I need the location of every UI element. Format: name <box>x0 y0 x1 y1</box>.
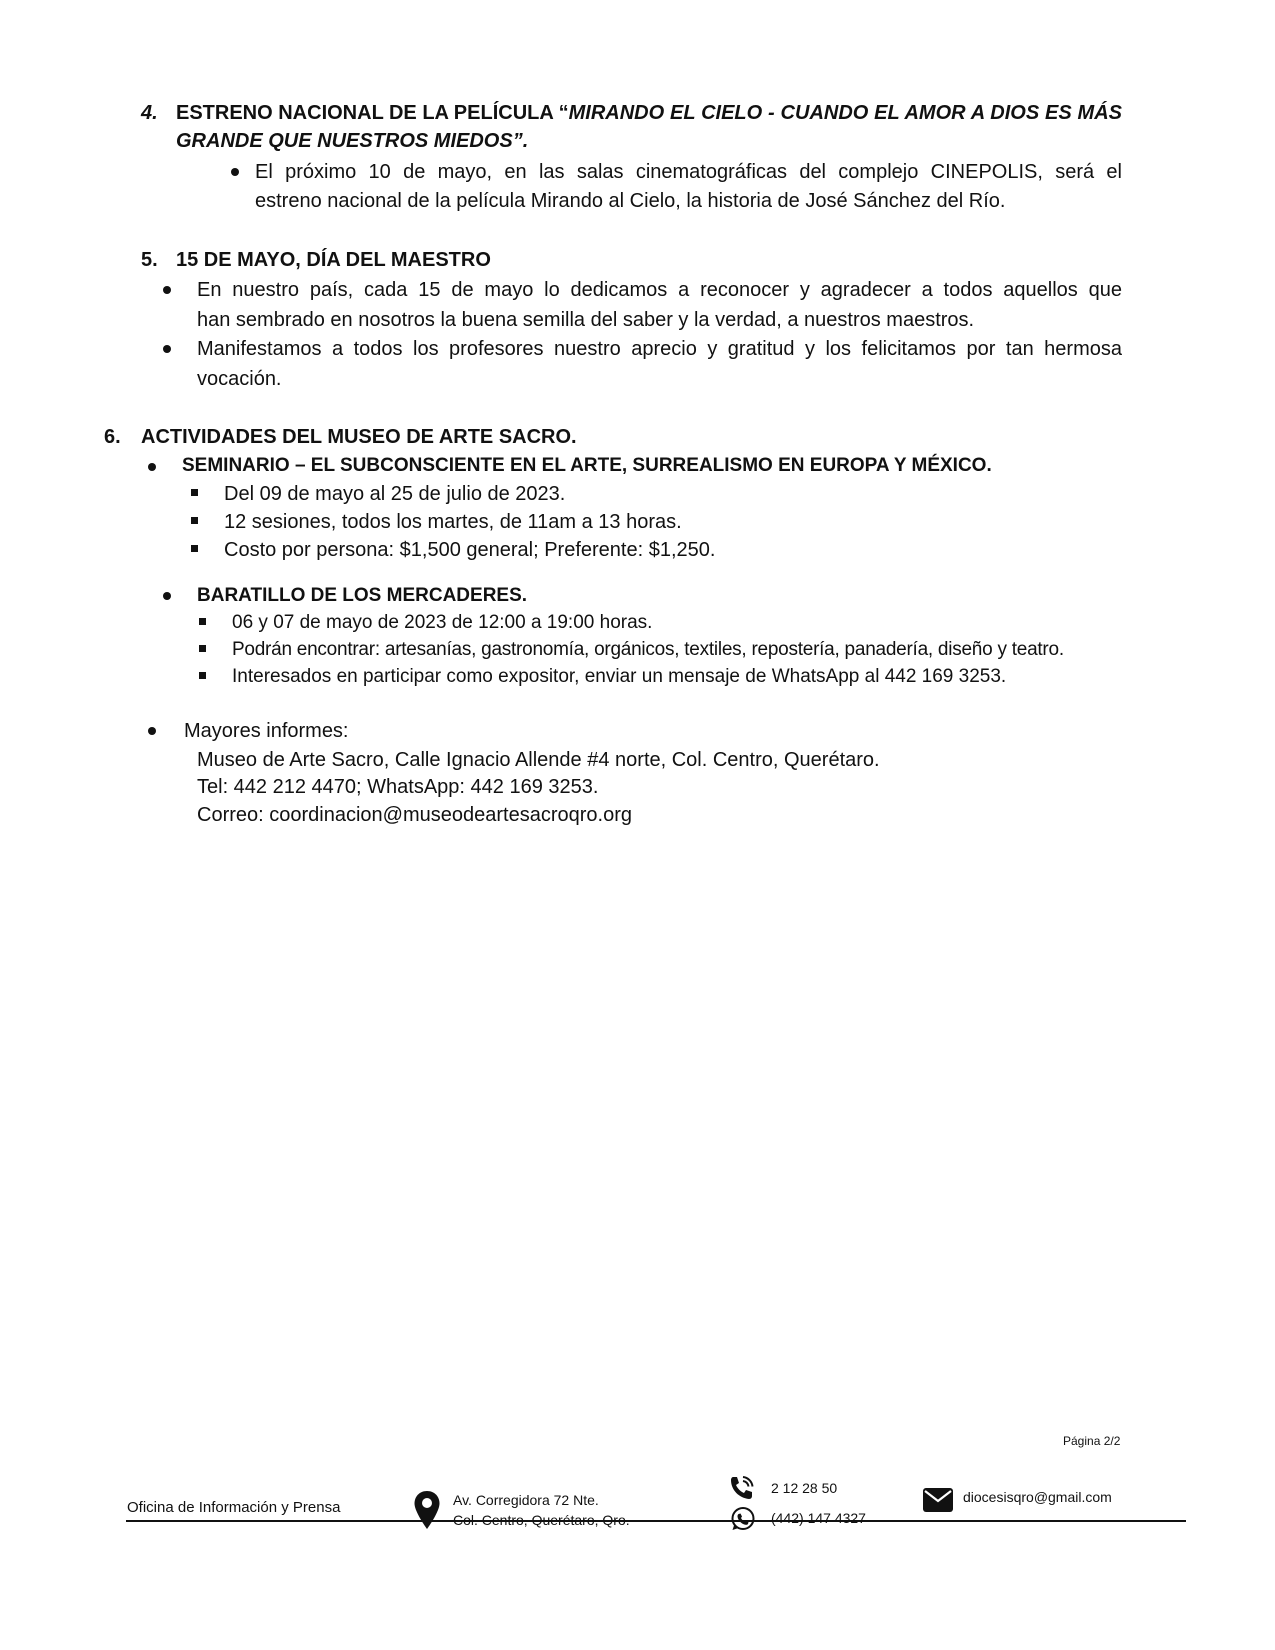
whatsapp-number: (442) 147 4327 <box>771 1510 866 1526</box>
baratillo-item: Interesados en participar como expositor, enviar un mensaje de WhatsApp al 442 169 3253. <box>232 666 1007 687</box>
section-4-title-line1 <box>176 99 1122 127</box>
section-4-title-prefix: ESTRENO NACIONAL DE LA PELÍCULA “ <box>176 102 569 124</box>
section-5-bullet-2-line1: Manifestamos a todos los profesores nuestro aprecio y gratitud y los felicitamos por tan hermosa <box>197 338 1122 360</box>
informes-line: Museo de Arte Sacro, Calle Ignacio Allende #4 norte, Col. Centro, Querétaro. <box>197 749 880 771</box>
informes-line: Correo: coordinacion@museodeartesacroqro.org <box>197 804 632 826</box>
bullet-icon <box>148 727 156 735</box>
bullet-icon <box>163 345 171 353</box>
section-6-title: ACTIVIDADES DEL MUSEO DE ARTE SACRO. <box>141 426 577 448</box>
seminario-item: 12 sesiones, todos los martes, de 11am a 13 horas. <box>224 511 682 533</box>
baratillo-title: BARATILLO DE LOS MERCADERES. <box>197 585 528 606</box>
square-bullet-icon <box>191 489 198 496</box>
square-bullet-icon <box>199 672 206 679</box>
square-bullet-icon <box>191 517 198 524</box>
phone-icon <box>728 1474 756 1502</box>
office-name: Oficina de Información y Prensa <box>127 1499 341 1516</box>
page-number: Página 2/2 <box>1063 1434 1121 1448</box>
square-bullet-icon <box>199 618 206 625</box>
section-4-bullet-1-line1: El próximo 10 de mayo, en las salas cinematográficas del complejo CINEPOLIS, será el <box>255 161 1122 183</box>
bullet-icon <box>163 286 171 294</box>
baratillo-item: 06 y 07 de mayo de 2023 de 12:00 a 19:00 horas. <box>232 612 653 633</box>
bullet-icon <box>231 168 239 176</box>
address-line2: Col. Centro, Querétaro, Qro. <box>453 1512 630 1528</box>
envelope-icon <box>922 1487 954 1513</box>
bullet-icon <box>163 592 171 600</box>
whatsapp-icon <box>730 1506 756 1532</box>
section-4-title-line2: GRANDE QUE NUESTROS MIEDOS”. <box>176 130 529 152</box>
seminario-item: Del 09 de mayo al 25 de julio de 2023. <box>224 483 566 505</box>
bullet-icon <box>148 463 156 471</box>
section-4-bullet-1-line2: estreno nacional de la película Mirando al Cielo, la historia de José Sánchez del Río. <box>255 190 1006 212</box>
seminario-title: SEMINARIO – EL SUBCONSCIENTE EN EL ARTE, SURREALISMO EN EUROPA Y MÉXICO. <box>182 455 992 476</box>
section-6-number: 6. <box>104 426 121 448</box>
section-4-title-italic-1: MIRANDO EL CIELO - CUANDO EL AMOR A DIOS ES MÁS <box>568 102 1122 124</box>
seminario-item: Costo por persona: $1,500 general; Preferente: $1,250. <box>224 539 716 561</box>
informes-title: Mayores informes: <box>184 720 349 742</box>
square-bullet-icon <box>199 645 206 652</box>
section-4-number: 4. <box>141 102 158 124</box>
address-line1: Av. Corregidora 72 Nte. <box>453 1492 599 1508</box>
section-5-bullet-1-line1: En nuestro país, cada 15 de mayo lo dedicamos a reconocer y agradecer a todos aquellos que <box>197 279 1122 301</box>
location-pin-icon <box>413 1490 441 1530</box>
baratillo-item: Podrán encontrar: artesanías, gastronomía, orgánicos, textiles, repostería, panadería, diseño y teatro. <box>232 639 1064 660</box>
informes-line: Tel: 442 212 4470; WhatsApp: 442 169 3253. <box>197 776 599 798</box>
section-5-bullet-2-line2: vocación. <box>197 368 282 390</box>
footer-divider <box>126 1520 1186 1522</box>
phone-number: 2 12 28 50 <box>771 1480 838 1496</box>
section-5-bullet-1-line2: han sembrado en nosotros la buena semilla del saber y la verdad, a nuestros maestros. <box>197 309 975 331</box>
section-5-number: 5. <box>141 249 158 271</box>
square-bullet-icon <box>191 545 198 552</box>
email-address: diocesisqro@gmail.com <box>963 1489 1112 1505</box>
section-5-title: 15 DE MAYO, DÍA DEL MAESTRO <box>176 249 491 271</box>
